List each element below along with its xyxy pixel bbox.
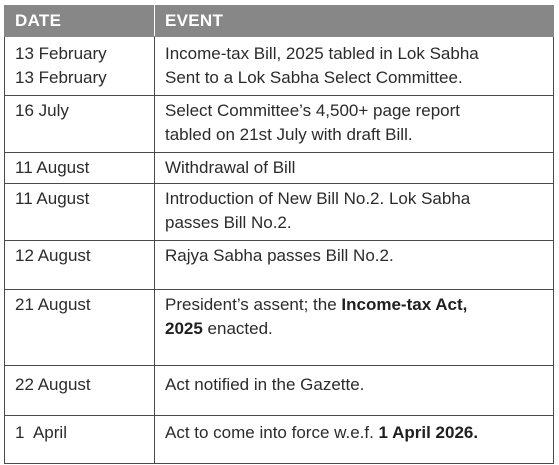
- date-text: 21 August: [15, 295, 91, 314]
- table-row: [5, 366, 554, 416]
- event-text: Select Committee’s 4,500+ page report: [165, 101, 460, 120]
- header-row: [5, 6, 554, 37]
- event-text: Rajya Sabha passes Bill No.2.: [165, 246, 394, 265]
- event-cell: [155, 153, 554, 184]
- event-text-line-1: [165, 293, 543, 317]
- table-row: [5, 184, 554, 241]
- date-text: 1 April: [15, 423, 67, 442]
- date-text: 11 August: [15, 189, 90, 208]
- event-text: Sent to a Lok Sabha Select Committee.: [165, 68, 463, 87]
- date-cell: [5, 290, 155, 366]
- act-name-bold: Income-tax Act,: [341, 295, 468, 314]
- event-cell: [155, 96, 554, 153]
- date-text: 22 August: [15, 375, 91, 394]
- date-text: 16 July: [15, 101, 69, 120]
- date-cell: [5, 366, 155, 416]
- date-cell: [5, 241, 155, 290]
- event-text: tabled on 21st July with draft Bill.: [165, 125, 413, 144]
- table-row: [5, 290, 554, 366]
- date-text: 13 February: [15, 44, 107, 63]
- event-cell: [155, 290, 554, 366]
- date-cell: [5, 96, 155, 153]
- date-cell: [5, 153, 155, 184]
- event-text: passes Bill No.2.: [165, 213, 292, 232]
- date-text: 13 February: [15, 68, 107, 87]
- event-text: Introduction of New Bill No.2. Lok Sabha: [165, 189, 471, 208]
- event-cell: [155, 37, 554, 96]
- date-text: 12 August: [15, 246, 91, 265]
- date-column-header: DATE: [5, 6, 155, 37]
- event-text: Act to come into force w.e.f.: [165, 423, 379, 442]
- date-cell: [5, 184, 155, 241]
- act-year-bold: 2025: [165, 319, 203, 338]
- event-text-line-2: [165, 317, 543, 341]
- table-row: [5, 416, 554, 464]
- table-row: [5, 37, 554, 96]
- event-cell: [155, 184, 554, 241]
- timeline-table: [4, 5, 554, 464]
- table-row: [5, 241, 554, 290]
- event-text: Income-tax Bill, 2025 tabled in Lok Sabha: [165, 44, 479, 63]
- event-cell: [155, 366, 554, 416]
- event-text: Withdrawal of Bill: [165, 158, 296, 177]
- table-row: [5, 96, 554, 153]
- table-row: [5, 153, 554, 184]
- date-cell: [5, 416, 155, 464]
- event-text: Act notified in the Gazette.: [165, 375, 365, 394]
- event-text-line: [165, 421, 543, 445]
- event-cell: [155, 416, 554, 464]
- commencement-date-bold: 1 April 2026.: [378, 423, 479, 442]
- event-column-header: EVENT: [155, 6, 554, 37]
- event-text: enacted.: [202, 319, 273, 338]
- date-text: 11 August: [15, 158, 90, 177]
- date-cell: [5, 37, 155, 96]
- event-cell: [155, 241, 554, 290]
- event-text: President’s assent; the: [165, 295, 342, 314]
